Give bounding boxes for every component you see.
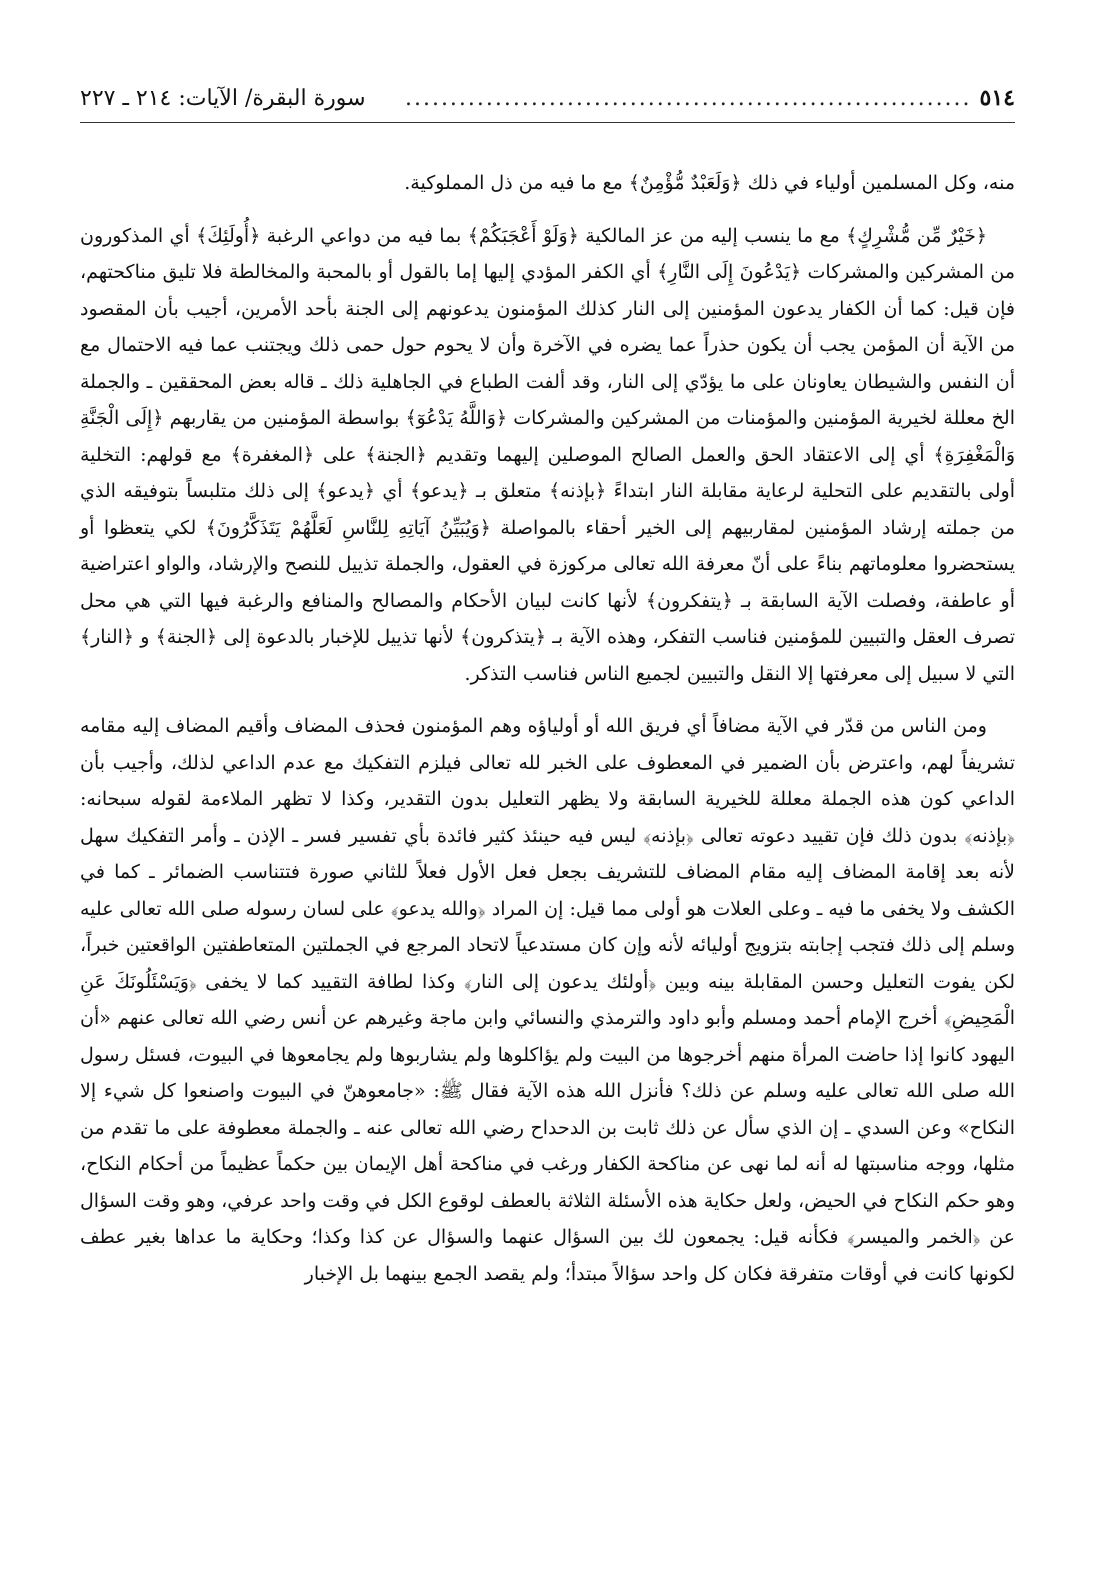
running-header	[80, 78, 1015, 118]
paragraph-1: منه، وكل المسلمين أولياء في ذلك ﴿وَلَعَبْدٌ مُّؤْمِنٌ﴾ مع ما فيه من ذل المملوكية.	[404, 172, 1015, 194]
header-leader-dots: ...............................................................	[404, 85, 972, 111]
paragraph-3: ومن الناس من قدّر في الآية مضافاً أي فريق الله أو أولياؤه وهم المؤمنون فحذف المضاف وأقيم المضاف إليه مقامه تشريفاً لهم، واعترض بأن الضمير في المعطوف على الخبر لله تعالى فيلزم التفكيك مع عدم الداعي لذلك، وأجيب بأن الداعي كون هذه الجملة معللة للخيرية السابقة ولا يظهر التعليل بدون التقدير، وكذا لا تظهر الملاءمة لقوله سبحانه: ﴿بإذنه﴾ بدون ذلك فإن تقييد دعوته تعالى ﴿بإذنه﴾ ليس فيه حينئذ كثير فائدة بأي تفسير فسر ـ الإذن ـ وأمر التفكيك سهل لأنه بعد إقامة المضاف إليه مقام المضاف للتشريف بجعل فعل الأول فعلاً للثاني صورة فتتناسب الضمائر ـ كما في الكشف ولا يخفى ما فيه ـ وعلى العلات هو أولى مما قيل: إن المراد ﴿والله يدعو﴾ على لسان رسوله صلى الله تعالى عليه وسلم إلى ذلك فتجب إجابته بتزويج أوليائه لأنه وإن كان مستدعياً لاتحاد المرجع في الجملتين المتعاطفتين الواقعتين خبراً، لكن يفوت التعليل وحسن المقابلة بينه وبين ﴿أولئك يدعون إلى النار﴾ وكذا لطافة التقييد كما لا يخفى ﴿وَيَسْئَلُونَكَ عَنِ الْمَحِيضِ﴾ أخرج الإمام أحمد ومسلم وأبو داود والترمذي والنسائي وابن ماجة وغيرهم عن أنس رضي الله تعالى عنهم «أن اليهود كانوا إذا حاضت المرأة منهم أخرجوها من البيت ولم يؤاكلوها ولم يشاربوها ولم يجامعوها في البيوت، فسئل رسول الله صلى الله تعالى عليه وسلم عن ذلك؟ فأنزل الله هذه الآية فقال ﷺ: «جامعوهنّ في البيوت واصنعوا كل شيء إلا النكاح» وعن السدي ـ إن الذي سأل عن ذلك ثابت بن الدحداح رضي الله تعالى عنه ـ والجملة معطوفة على ما تقدم من مثلها، ووجه مناسبتها له أنه لما نهى عن مناكحة الكفار ورغب في مناكحة أهل الإيمان بين حكماً عظيماً من أحكام النكاح، وهو حكم النكاح في الحيض، ولعل حكاية هذه الأسئلة الثلاثة بالعطف لوقوع الكل في وقت واحد عرفي، وهو وقت السؤال عن ﴿الخمر والميسر﴾ فكأنه قيل: يجمعون لك بين السؤال عنهما والسؤال عن كذا وكذا؛ وحكاية ما عداها بغير عطف لكونها كانت في أوقات متفرقة فكان كل واحد سؤالاً مبتدأ؛ ولم يقصد الجمع بينهما بل الإخبار	[80, 715, 1015, 1285]
paragraph-2: ﴿خَيْرٌ مِّن مُّشْرِكٍ﴾ مع ما ينسب إليه من عز المالكية ﴿وَلَوْ أَعْجَبَكُمْ﴾ بما فيه من دواعي الرغبة ﴿أُولَئِكَ﴾ أي المذكورون من المشركين والمشركات ﴿يَدْعُونَ إِلَى النَّارِ﴾ أي الكفر المؤدي إليها إما بالقول أو بالمحبة والمخالطة فلا تليق مناكحتهم، فإن قيل: كما أن الكفار يدعون المؤمنين إلى النار كذلك المؤمنون يدعونهم إلى الجنة بأحد الأمرين، أجيب بأن المقصود من الآية أن المؤمن يجب أن يكون حذراً عما يضره في الآخرة وأن لا يحوم حول حمى ذلك ويجتنب عما فيه الاحتمال مع أن النفس والشيطان يعاونان على ما يؤدّي إلى النار، وقد ألفت الطباع في الجاهلية ذلك ـ قاله بعض المحققين ـ والجملة الخ معللة لخيرية المؤمنين والمؤمنات من المشركين والمشركات ﴿وَاللَّهُ يَدْعُوٓ﴾ بواسطة المؤمنين من يقاربهم ﴿إِلَى الْجَنَّةِ وَالْمَغْفِرَةِ﴾ أي إلى الاعتقاد الحق والعمل الصالح الموصلين إليهما وتقديم ﴿الجنة﴾ على ﴿المغفرة﴾ مع قولهم: التخلية أولى بالتقديم على التحلية لرعاية مقابلة النار ابتداءً ﴿بإذنه﴾ متعلق بـ ﴿يدعو﴾ أي ﴿يدعو﴾ إلى ذلك متلبساً بتوفيقه الذي من جملته إرشاد المؤمنين لمقاربيهم إلى الخير أحقاء بالمواصلة ﴿وَيُبَيِّنُ آيَاتِهِ لِلنَّاسِ لَعَلَّهُمْ يَتَذَكَّرُونَ﴾ لكي يتعظوا أو يستحضروا معلوماتهم بناءً على أنّ معرفة الله تعالى مركوزة في العقول، والجملة تذييل للنصح والإرشاد، والواو اعتراضية أو عاطفة، وفصلت الآية السابقة بـ ﴿يتفكرون﴾ لأنها كانت لبيان الأحكام والمصالح والمنافع والرغبة فيها التي هي محل تصرف العقل والتبيين للمؤمنين فناسب التفكر، وهذه الآية بـ ﴿يتذكرون﴾ لأنها تذييل للإخبار بالدعوة إلى ﴿الجنة﴾ و ﴿النار﴾ التي لا سبيل إلى معرفتها إلا النقل والتبيين لجميع الناس فناسب التذكر.	[80, 224, 1015, 685]
page-number: ٥١٤	[979, 85, 1015, 111]
header-divider	[80, 122, 1015, 123]
header-title: سورة البقرة/ الآيات: ٢١٤ ـ ٢٢٧	[80, 85, 366, 111]
